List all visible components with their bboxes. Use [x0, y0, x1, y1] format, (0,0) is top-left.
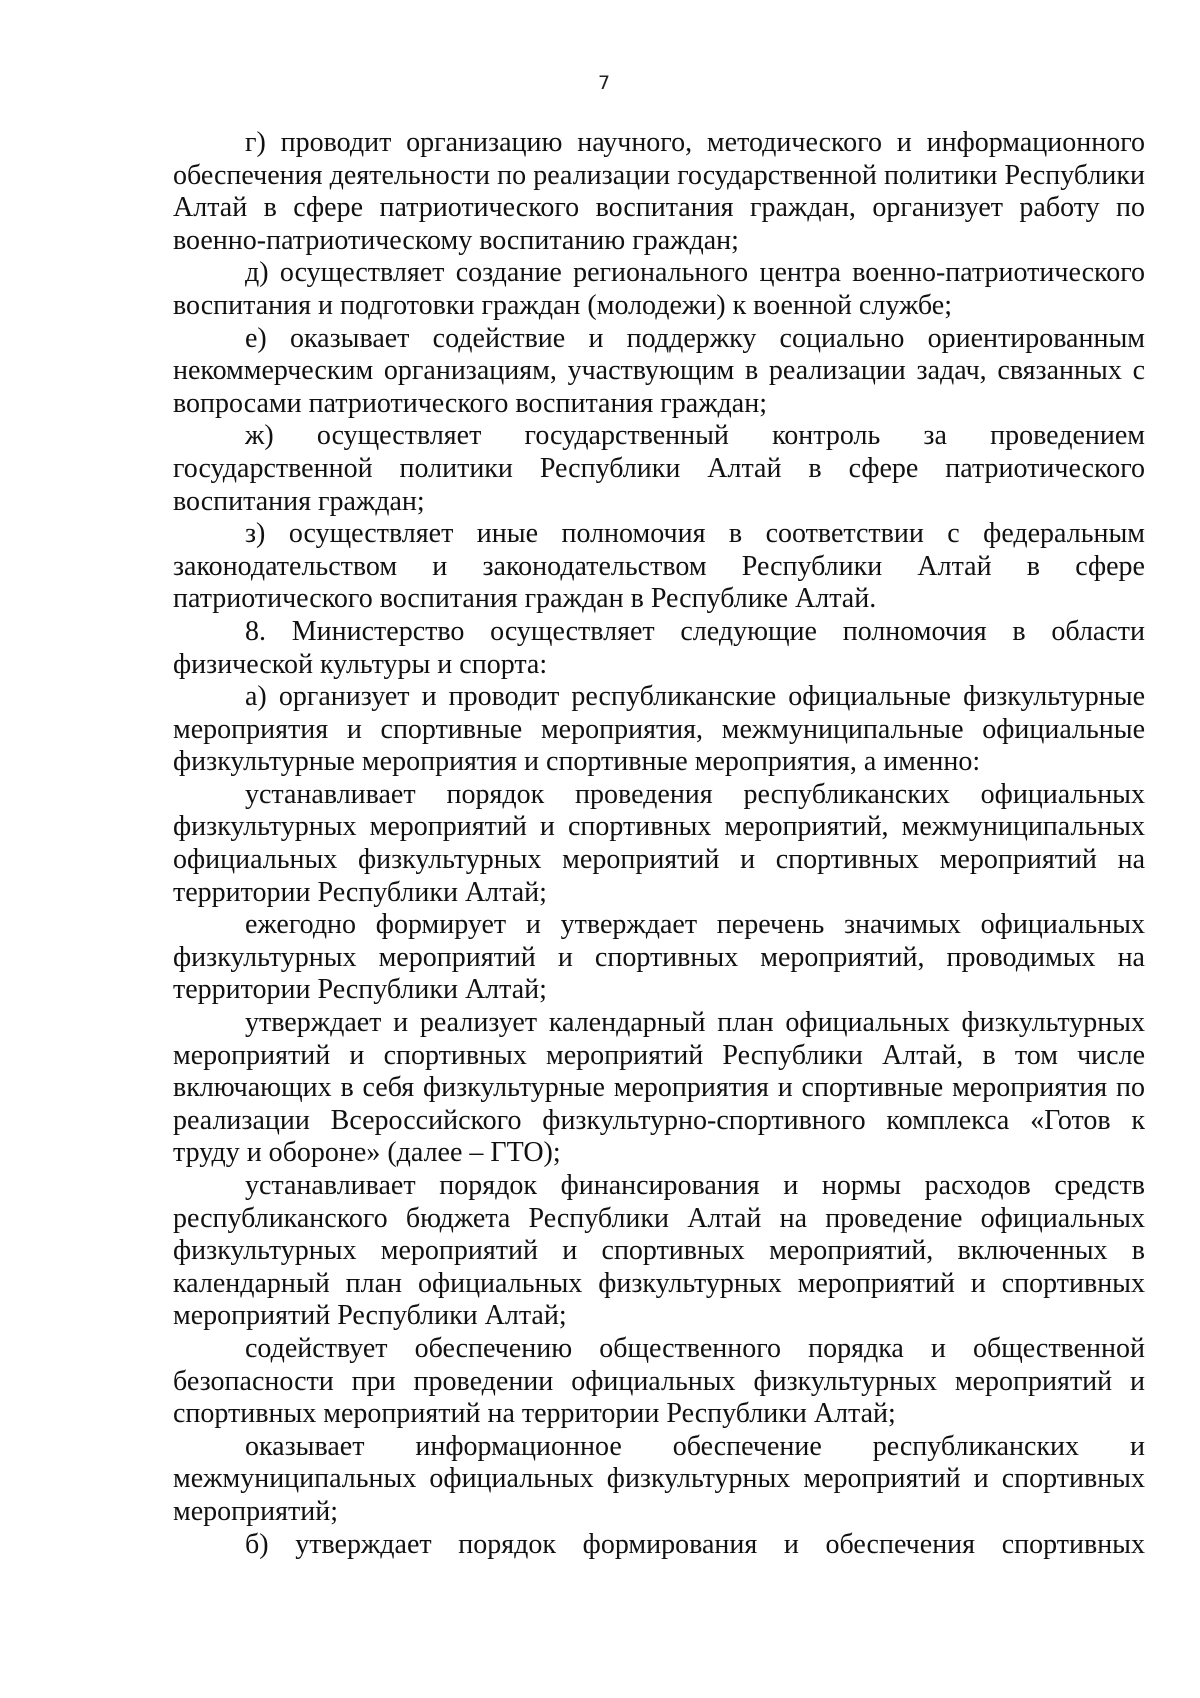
paragraph-item-g: г) проводит организацию научного, методического и информационного обеспечения деятельности по реализации государственной политики Республики Алтай в сфере патриотического воспитания граждан, организует работу по военно-патриотическому воспитанию граждан;	[173, 127, 1145, 256]
paragraph-item-a: а) организует и проводит республиканские официальные физкультурные мероприятия и спортивные мероприятия, межмуниципальные официальные физкультурные мероприятия и спортивные мероприятия, а именно:	[173, 681, 1145, 778]
paragraph-subitem: устанавливает порядок финансирования и нормы расходов средств республиканского бюджета Республики Алтай на проведение официальных физкультурных мероприятий и спортивных мероприятий, включенных в календарный план официальных физкультурных мероприятий и спортивных мероприятий Республики Алтай;	[173, 1170, 1145, 1332]
paragraph-subitem: оказывает информационное обеспечение республиканских и межмуниципальных официальных физкультурных мероприятий и спортивных мероприятий;	[173, 1430, 1145, 1527]
paragraph-item-b: б) утверждает порядок формирования и обеспечения спортивных	[245, 1528, 1145, 1560]
page-number: 7	[597, 72, 611, 94]
paragraph-item-d: д) осуществляет создание регионального центра военно-патриотического воспитания и подготовки граждан (молодежи) к военной службе;	[173, 257, 1145, 321]
paragraph-item-z: з) осуществляет иные полномочия в соответствии с федеральным законодательством и законодательством Республики Алтай в сфере патриотического воспитания граждан в Республике Алтай.	[173, 518, 1145, 615]
document-body	[173, 127, 1145, 1561]
paragraph-item-e: е) оказывает содействие и поддержку социально ориентированным некоммерческим организациям, участвующим в реализации задач, связанных с вопросами патриотического воспитания граждан;	[173, 322, 1145, 419]
paragraph-subitem: ежегодно формирует и утверждает перечень значимых официальных физкультурных мероприятий и спортивных мероприятий, проводимых на территории Республики Алтай;	[173, 909, 1145, 1006]
paragraph-subitem: устанавливает порядок проведения республиканских официальных физкультурных мероприятий и спортивных мероприятий, межмуниципальных официальных физкультурных мероприятий и спортивных мероприятий на территории Республики Алтай;	[173, 778, 1145, 908]
paragraph-subitem: утверждает и реализует календарный план официальных физкультурных мероприятий и спортивных мероприятий Республики Алтай, в том числе включающих в себя физкультурные мероприятия и спортивные мероприятия по реализации Всероссийского физкультурно-спортивного комплекса «Готов к труду и обороне» (далее – ГТО);	[173, 1007, 1145, 1169]
paragraph-item-zh: ж) осуществляет государственный контроль за проведением государственной политики Республики Алтай в сфере патриотического воспитания граждан;	[173, 420, 1145, 517]
paragraph-subitem: содействует обеспечению общественного порядка и общественной безопасности при проведении официальных физкультурных мероприятий и спортивных мероприятий на территории Республики Алтай;	[173, 1332, 1145, 1430]
paragraph-section-8: 8. Министерство осуществляет следующие полномочия в области физической культуры и спорта:	[173, 615, 1145, 680]
